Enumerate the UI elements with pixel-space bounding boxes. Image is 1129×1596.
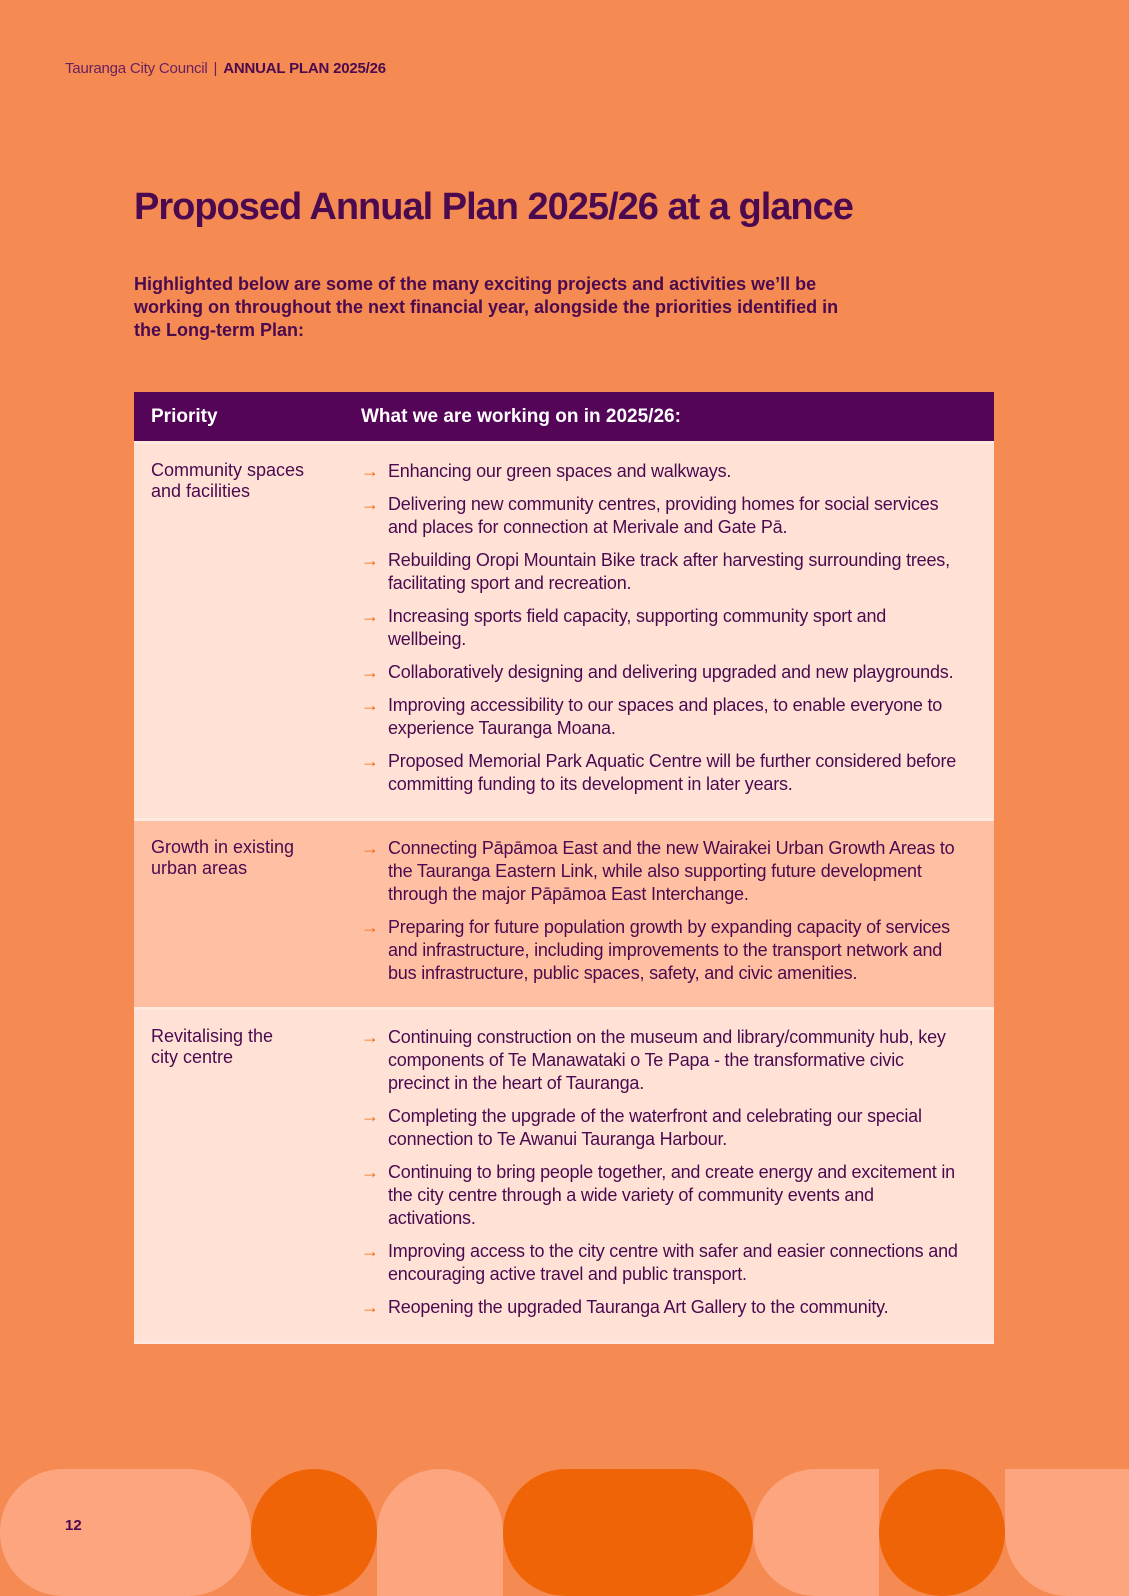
list-item: [361, 750, 964, 796]
item-text: Reopening the upgraded Tauranga Art Gallery to the community.: [388, 1297, 889, 1317]
item-text: Preparing for future population growth by expanding capacity of services and infrastructure, including improvements to the transport network and bus infrastructure, public spaces, safety, and civic amenities.: [388, 917, 950, 983]
header-separator: |: [213, 60, 218, 77]
item-text: Improving accessibility to our spaces and places, to enable everyone to experience Tauranga Moana.: [388, 695, 943, 738]
items-cell: [361, 1026, 994, 1329]
list-item: [361, 493, 964, 539]
priority-line: Revitalising the: [151, 1026, 274, 1046]
arrow-right-icon: →: [361, 1297, 379, 1317]
arrow-right-icon: →: [361, 751, 379, 771]
arrow-right-icon: →: [361, 917, 379, 937]
items-cell: [361, 460, 994, 806]
item-text: Completing the upgrade of the waterfront and celebrating our special connection to Te Awanui Tauranga Harbour.: [388, 1106, 922, 1149]
item-text: Collaboratively designing and delivering upgraded and new playgrounds.: [388, 662, 954, 682]
priority-cell: [134, 837, 361, 995]
decorative-circle-shape: [879, 1469, 1005, 1596]
list-item: [361, 916, 964, 985]
priority-line: Growth in existing: [151, 837, 295, 857]
item-text: Continuing to bring people together, and create energy and excitement in the city centre through a wide variety of community events and activations.: [388, 1162, 955, 1228]
arrow-right-icon: →: [361, 550, 379, 570]
table-row: [134, 818, 994, 1007]
arrow-right-icon: →: [361, 662, 379, 682]
decorative-half-circle-shape: [753, 1469, 879, 1596]
table-header-row: [134, 392, 994, 441]
list-item: [361, 460, 964, 483]
table-row: [134, 1007, 994, 1341]
item-text: Rebuilding Oropi Mountain Bike track after harvesting surrounding trees, facilitating sport and recreation.: [388, 550, 950, 593]
arrow-right-icon: →: [361, 1106, 379, 1126]
arrow-right-icon: →: [361, 1027, 379, 1047]
item-text: Connecting Pāpāmoa East and the new Wairakei Urban Growth Areas to the Tauranga Eastern Link, while also supporting future development through the major Pāpāmoa East Interchange.: [388, 838, 955, 904]
header-working-on: What we are working on in 2025/26:: [361, 405, 681, 427]
decorative-circle-shape: [251, 1469, 377, 1596]
arrow-right-icon: →: [361, 1241, 379, 1261]
arrow-right-icon: →: [361, 695, 379, 715]
item-text: Proposed Memorial Park Aquatic Centre will be further considered before committing funding to its development in later years.: [388, 751, 957, 794]
decorative-pill-shape: [0, 1469, 251, 1596]
item-text: Delivering new community centres, providing homes for social services and places for connection at Merivale and Gate Pā.: [388, 494, 939, 537]
page-number: 12: [65, 1517, 82, 1534]
list-item: [361, 1026, 964, 1095]
intro-paragraph: Highlighted below are some of the many exciting projects and activities we’ll be working on throughout the next financial year, alongside the priorities identified in the Long-term Plan:: [134, 274, 839, 340]
arrow-right-icon: →: [361, 606, 379, 626]
list-item: [361, 1240, 964, 1286]
item-text: Continuing construction on the museum and library/community hub, key components of Te Manawataki o Te Papa - the transformative civic precinct in the heart of Tauranga.: [388, 1027, 946, 1093]
table-bottom-rule: [134, 1341, 994, 1344]
council-name: Tauranga City Council: [65, 60, 208, 77]
decorative-pill-shape: [503, 1469, 753, 1596]
item-text: Enhancing our green spaces and walkways.: [388, 461, 732, 481]
page-title: Proposed Annual Plan 2025/26 at a glance: [134, 186, 853, 228]
list-item: [361, 1105, 964, 1151]
list-item: [361, 1161, 964, 1230]
arrow-right-icon: →: [361, 1162, 379, 1182]
priority-cell: [134, 460, 361, 806]
plan-name: ANNUAL PLAN 2025/26: [223, 60, 386, 77]
priority-line: Community spaces: [151, 460, 305, 480]
decorative-arch-shape: [377, 1469, 503, 1596]
list-item: [361, 837, 964, 906]
priority-line: and facilities: [151, 481, 251, 501]
table-row: [134, 441, 994, 818]
priority-line: city centre: [151, 1047, 234, 1067]
list-item: [361, 694, 964, 740]
list-item: [361, 661, 964, 684]
arrow-right-icon: →: [361, 461, 379, 481]
arrow-right-icon: →: [361, 494, 379, 514]
header-priority: Priority: [151, 405, 218, 427]
arrow-right-icon: →: [361, 838, 379, 858]
decorative-bowl-shape: [1005, 1469, 1129, 1596]
priority-cell: [134, 1026, 361, 1329]
running-header: [65, 60, 386, 77]
list-item: [361, 605, 964, 651]
list-item: [361, 549, 964, 595]
item-text: Increasing sports field capacity, supporting community sport and wellbeing.: [388, 606, 887, 649]
items-cell: [361, 837, 994, 995]
list-item: [361, 1296, 964, 1319]
priority-line: urban areas: [151, 858, 248, 878]
item-text: Improving access to the city centre with safer and easier connections and encouraging active travel and public transport.: [388, 1241, 958, 1284]
priorities-table: [134, 392, 994, 1344]
